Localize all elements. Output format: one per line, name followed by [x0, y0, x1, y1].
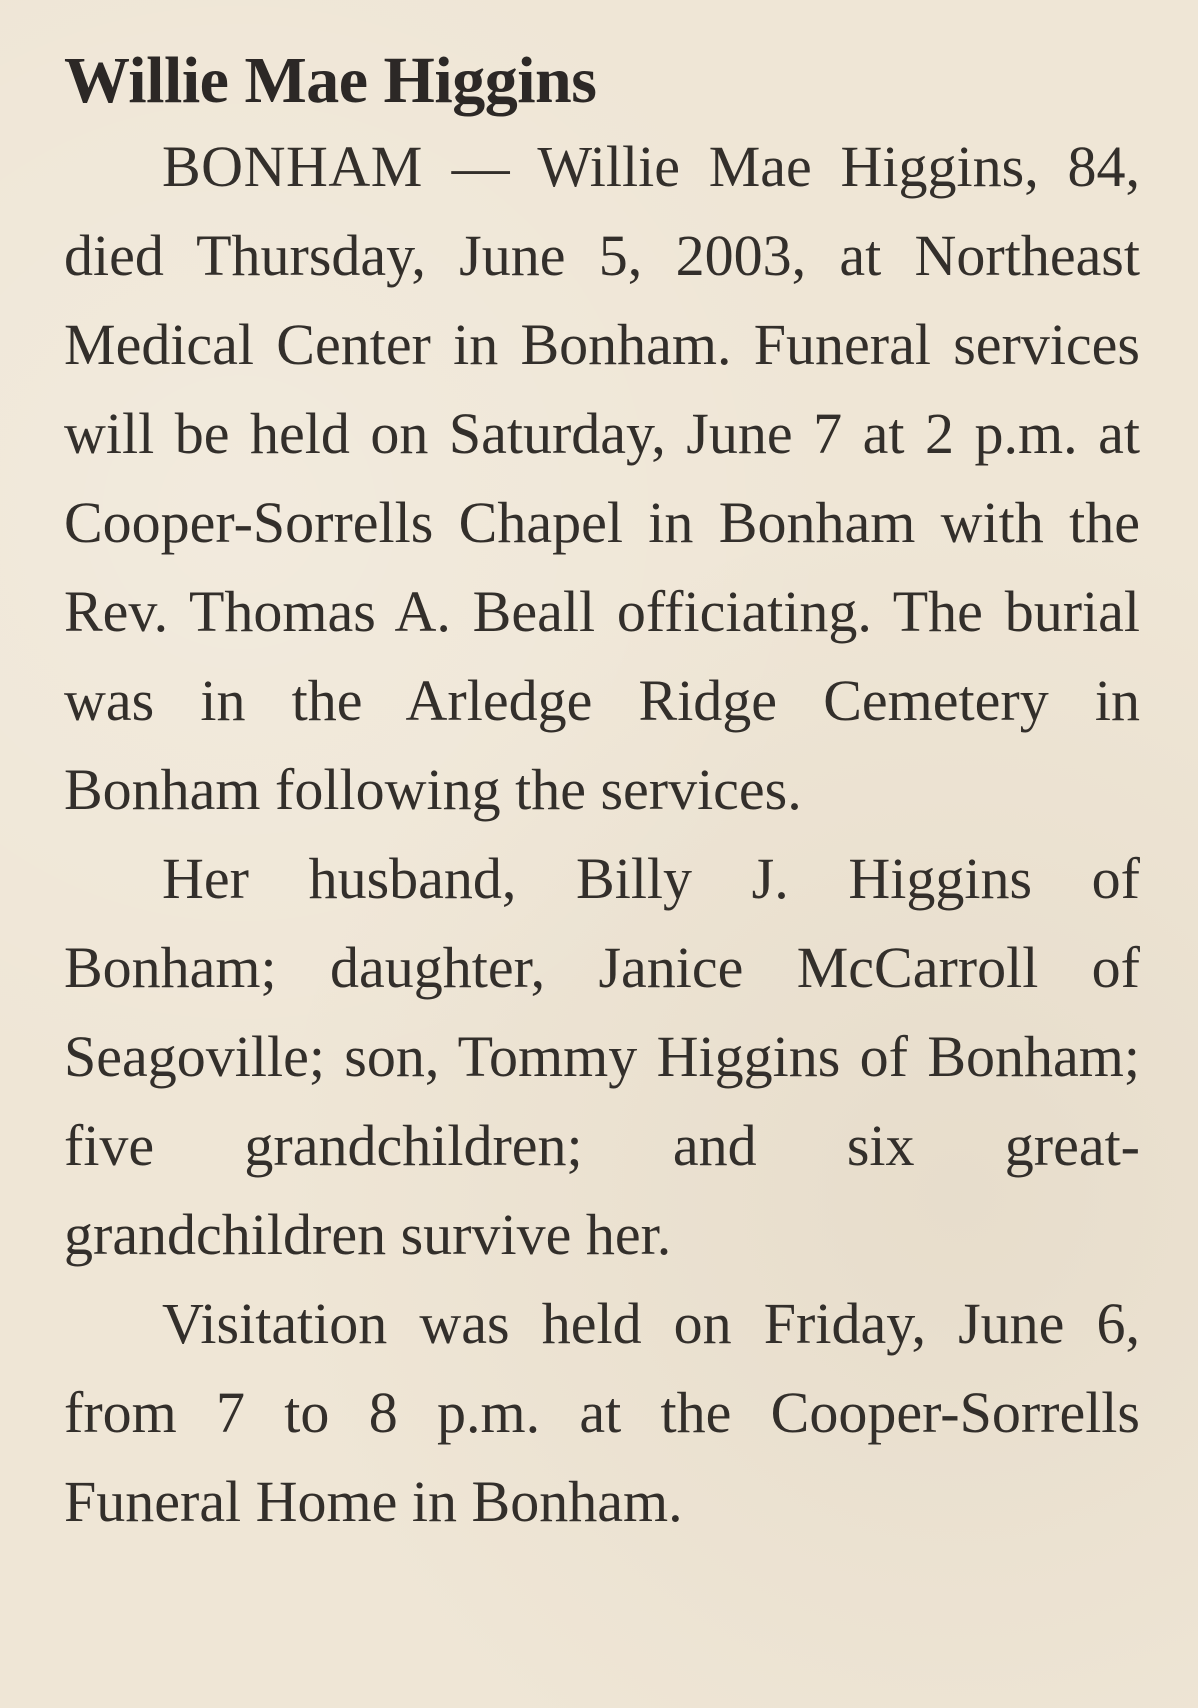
obituary-headline: Willie Mae Higgins [64, 44, 597, 117]
paragraph-visitation: Visitation was held on Friday, June 6, from 7 to 8 p.m. at the Cooper-Sorrells Funeral Home in Bonham. [64, 1291, 1140, 1534]
dateline: BONHAM [162, 134, 423, 199]
paragraph-death-notice [64, 122, 1140, 834]
paragraph-death-notice-text: — Willie Mae Higgins, 84, died Thursday, June 5, 2003, at Northeast Medical Center in Bonham. Funeral services will be held on Saturday, June 7 at 2 p.m. at Cooper-Sorrells Chapel in Bonham with the Rev. Thomas A. Beall officiating. The burial was in the Arledge Ridge Cemetery in Bonham following the services. [64, 134, 1140, 822]
paragraph-survivors: Her husband, Billy J. Higgins of Bonham; daughter, Janice McCarroll of Seagoville; son, Tommy Higgins of Bonham; five grandchildren; and six great-grandchildren survive her. [64, 846, 1140, 1267]
obituary-body [64, 122, 1140, 1546]
